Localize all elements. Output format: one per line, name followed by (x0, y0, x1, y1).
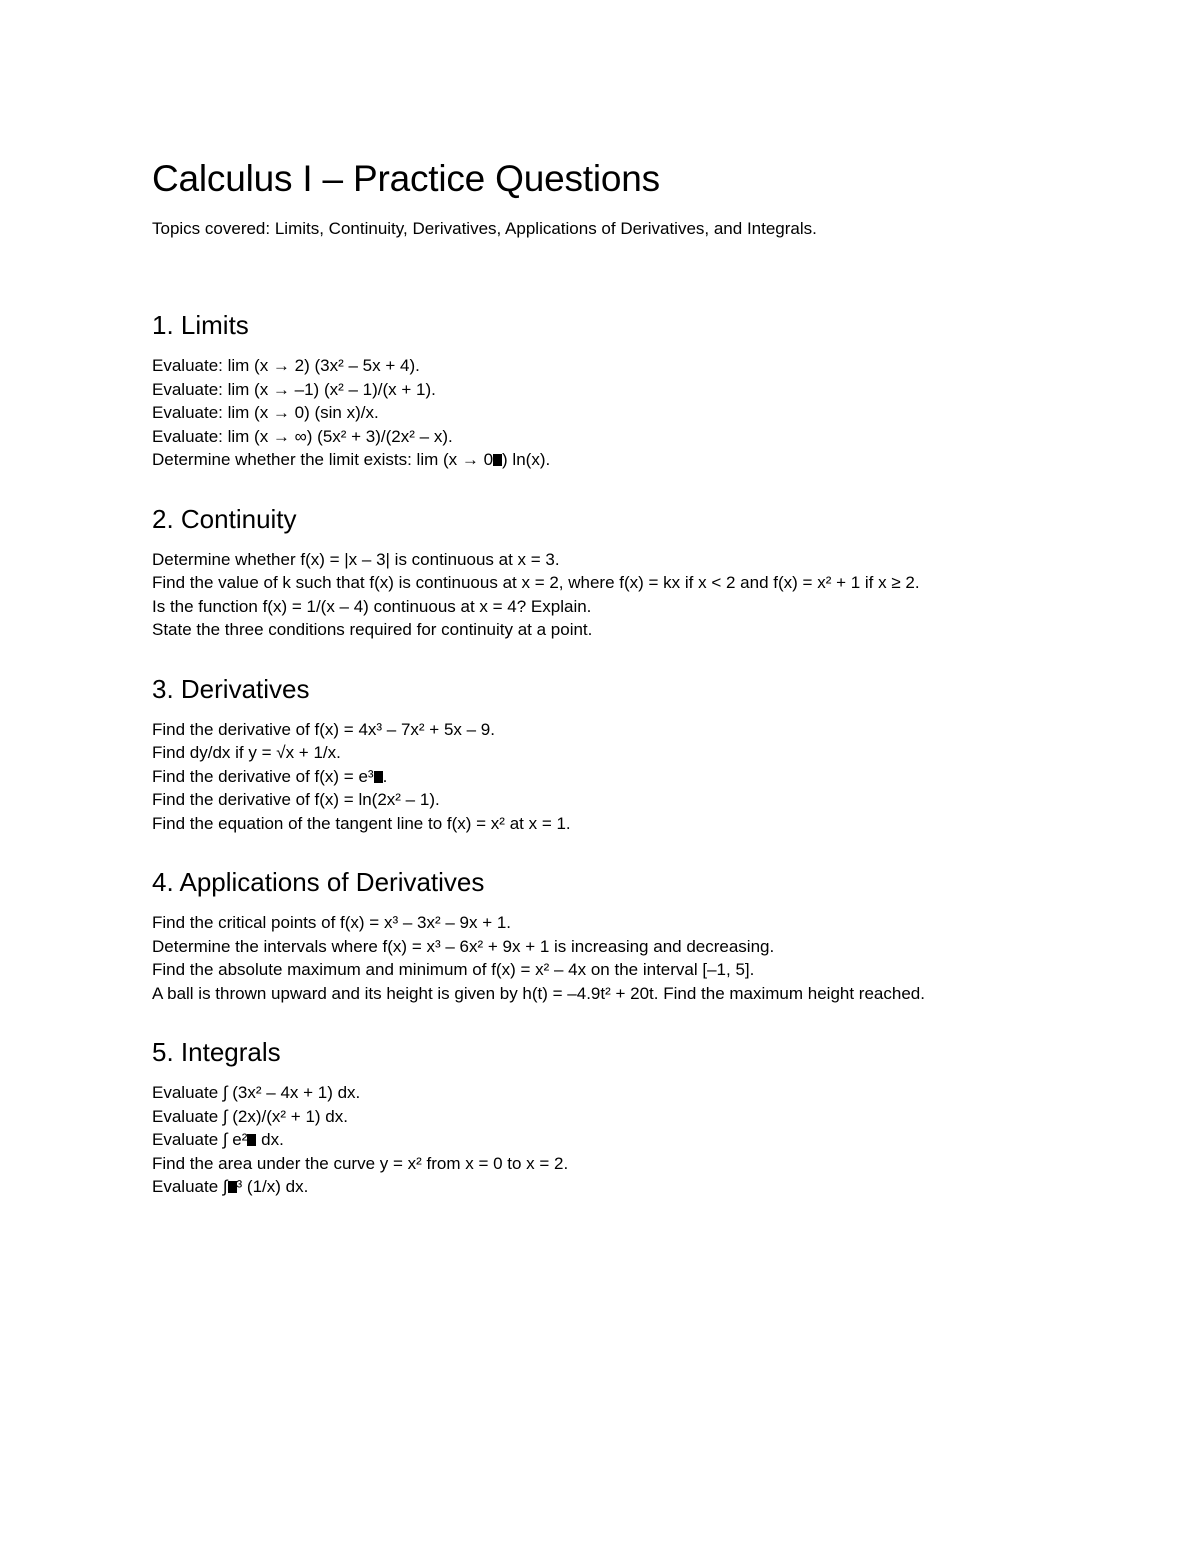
section-limits (152, 308, 1112, 472)
missing-glyph-box (374, 771, 383, 783)
missing-glyph-box (228, 1181, 237, 1193)
section-heading: 1. Limits (152, 310, 249, 340)
question-item: Find the critical points of f(x) = x³ – 3x² – 9x + 1. (152, 913, 512, 932)
document-page (152, 156, 1112, 1199)
question-item: Find the derivative of f(x) = e³ . (152, 766, 388, 786)
question-item: Evaluate ∫ (3x² – 4x + 1) dx. (152, 1083, 361, 1102)
question-item: Evaluate: lim (x → –1) (x² – 1)/(x + 1). (152, 379, 436, 399)
question-item: Find the derivative of f(x) = 4x³ – 7x² + 5x – 9. (152, 719, 495, 739)
section-heading: 4. Applications of Derivatives (152, 867, 485, 897)
section-continuity (152, 502, 1112, 642)
question-item: Find the derivative of f(x) = ln(2x² – 1). (152, 790, 440, 809)
question-item: A ball is thrown upward and its height is given by h(t) = –4.9t² + 20t. Find the maximum height reached. (152, 983, 925, 1003)
question-item: Evaluate: lim (x → 0) (sin x)/x. (152, 403, 379, 422)
question-item: Determine the intervals where f(x) = x³ – 6x² + 9x + 1 is increasing and decreasing. (152, 936, 775, 956)
section-derivatives (152, 672, 1112, 836)
question-item: Determine whether f(x) = |x – 3| is continuous at x = 3. (152, 549, 560, 569)
question-item: State the three conditions required for continuity at a point. (152, 620, 593, 639)
question-item: Find the area under the curve y = x² from x = 0 to x = 2. (152, 1153, 569, 1173)
topics-covered: Topics covered: Limits, Continuity, Derivatives, Applications of Derivatives, and Integrals. (152, 219, 817, 238)
question-list (152, 911, 1112, 1005)
document-title: Calculus I – Practice Questions (152, 158, 660, 199)
question-item: Find the value of k such that f(x) is continuous at x = 2, where f(x) = kx if x < 2 and f(x) = x² + 1 if x ≥ 2. (152, 573, 920, 592)
section-heading: 3. Derivatives (152, 673, 310, 704)
question-item: Find dy/dx if y = √x + 1/x. (152, 743, 341, 762)
question-item: Find the equation of the tangent line to f(x) = x² at x = 1. (152, 813, 571, 833)
section-heading: 2. Continuity (152, 503, 297, 534)
question-item: Evaluate: lim (x → ∞) (5x² + 3)/(2x² – x). (152, 426, 453, 446)
section-integrals (152, 1035, 1112, 1199)
question-item: Determine whether the limit exists: lim (x → 0 ) ln(x). (152, 450, 551, 469)
question-list (152, 718, 1112, 836)
question-item: Evaluate ∫ e² dx. (152, 1130, 284, 1149)
missing-glyph-box (493, 454, 502, 466)
question-list (152, 548, 1112, 642)
missing-glyph-box (247, 1134, 256, 1146)
question-item: Evaluate ∫ ³ (1/x) dx. (152, 1177, 309, 1196)
question-list (152, 1081, 1112, 1199)
question-item: Find the absolute maximum and minimum of f(x) = x² – 4x on the interval [–1, 5]. (152, 960, 755, 979)
question-item: Evaluate ∫ (2x)/(x² + 1) dx. (152, 1106, 348, 1126)
section-applications-of-derivatives (152, 865, 1112, 1005)
section-heading: 5. Integrals (152, 1037, 281, 1067)
question-item: Is the function f(x) = 1/(x – 4) continuous at x = 4? Explain. (152, 596, 592, 616)
question-item: Evaluate: lim (x → 2) (3x² – 5x + 4). (152, 356, 420, 375)
question-list (152, 354, 1112, 472)
